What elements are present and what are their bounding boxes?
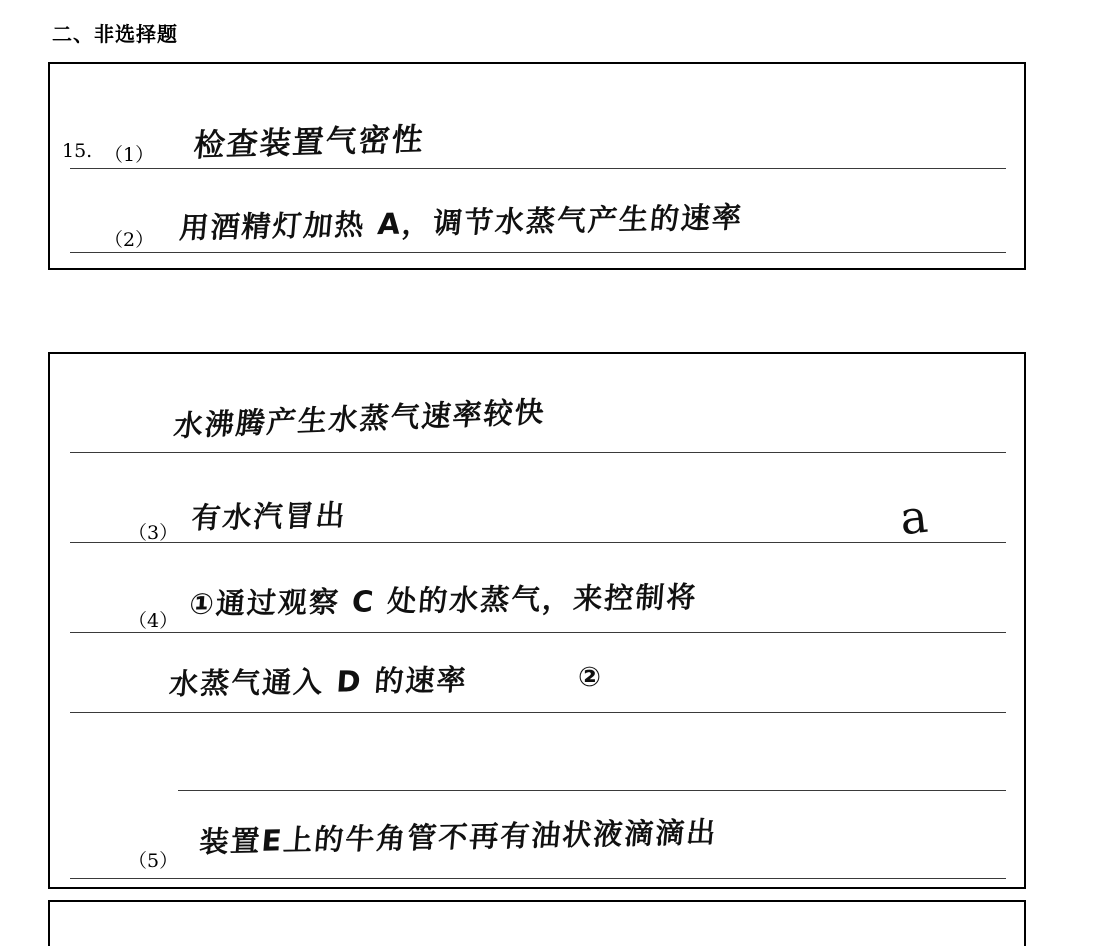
handwritten-answer-4-line1: ①通过观察 C 处的水蒸气，来控制将 <box>188 579 699 621</box>
rule-line <box>178 790 1006 791</box>
handwritten-answer-2: 用酒精灯加热 A，调节水蒸气产生的速率 <box>178 200 745 245</box>
answer-box-bottom <box>48 900 1026 946</box>
rule-line <box>70 878 1006 879</box>
rule-line <box>70 452 1006 453</box>
question-number: 15. <box>62 140 93 162</box>
part-label-1: （1） <box>104 144 155 166</box>
section-heading: 二、非选择题 <box>52 22 178 46</box>
part-label-2: （2） <box>104 229 155 251</box>
rule-line <box>70 542 1006 543</box>
handwritten-answer-5: 装置E上的牛角管不再有油状液滴滴出 <box>198 814 719 859</box>
part-label-5: （5） <box>128 850 179 872</box>
rule-line <box>70 712 1006 713</box>
grader-mark-a: a <box>897 488 931 546</box>
rule-line <box>70 632 1006 633</box>
handwritten-answer-1: 检查装置气密性 <box>192 121 427 164</box>
handwritten-answer-2-continued: 水沸腾产生水蒸气速率较快 <box>172 394 548 443</box>
part-label-3: （3） <box>128 522 179 544</box>
part-label-4: （4） <box>128 610 179 632</box>
rule-line <box>70 252 1006 253</box>
handwritten-answer-4-line2: 水蒸气通入 D 的速率 <box>168 662 469 701</box>
rule-line <box>70 168 1006 169</box>
handwritten-answer-3: 有水汽冒出 <box>190 497 349 535</box>
handwritten-answer-4-mark: ② <box>578 662 603 693</box>
